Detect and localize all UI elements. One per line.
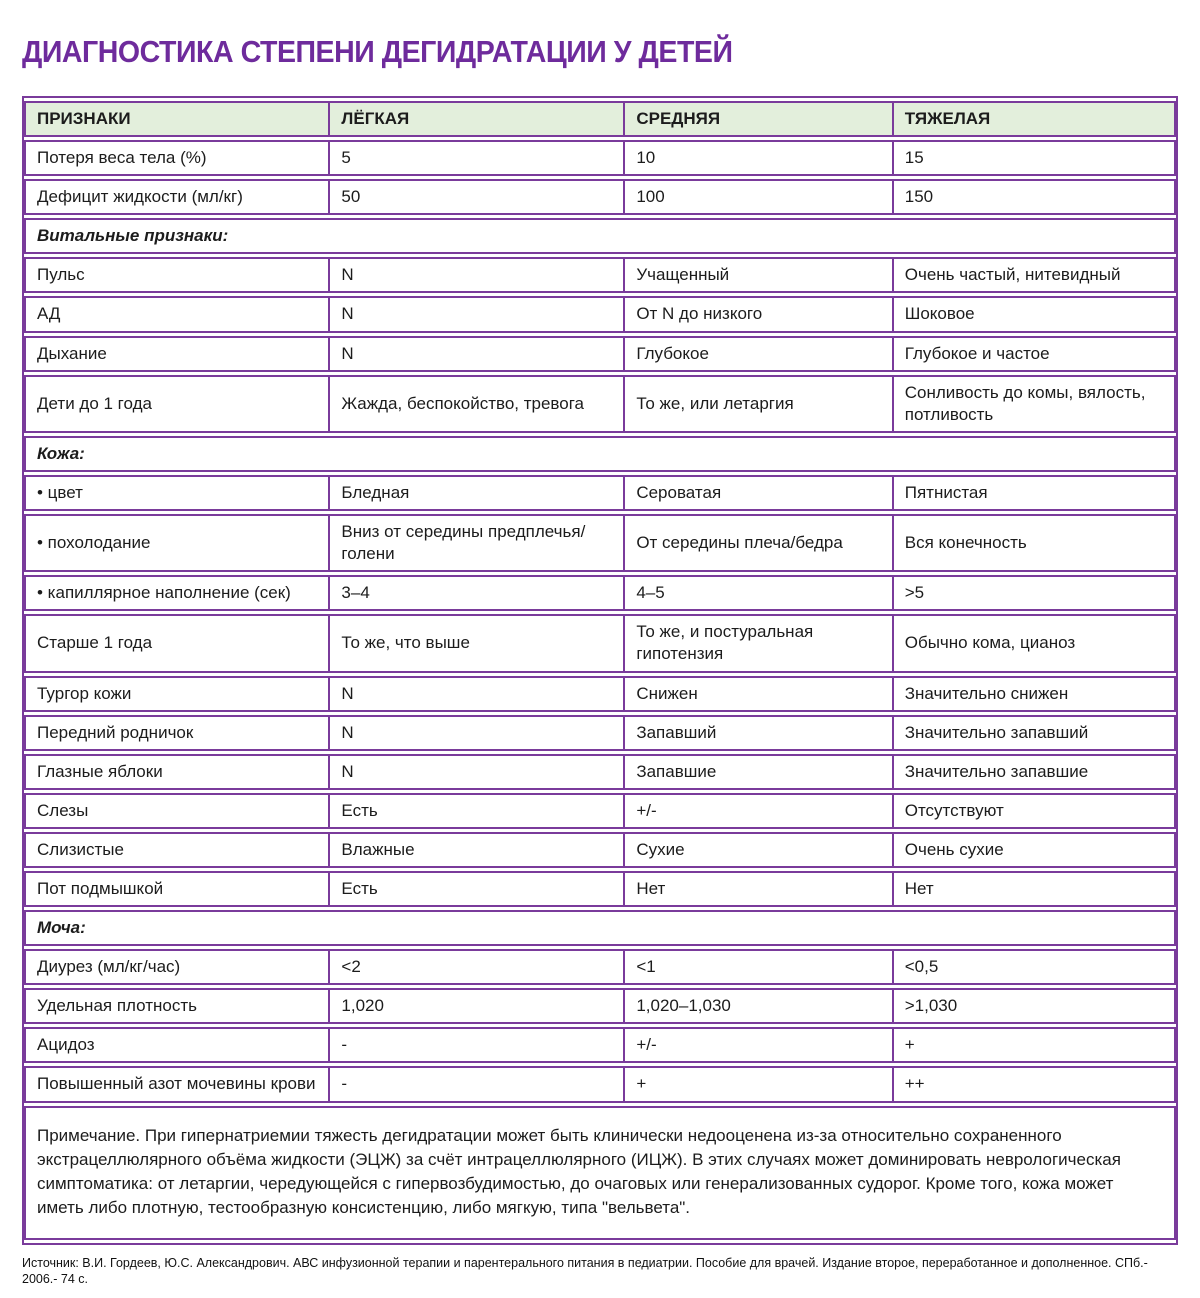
page-title: ДИАГНОСТИКА СТЕПЕНИ ДЕГИДРАТАЦИИ У ДЕТЕЙ	[22, 34, 733, 69]
cell-value: Значительно снижен	[894, 676, 1176, 712]
cell-value: Жажда, беспокойство, тревога	[330, 375, 625, 433]
cell-value: Отсутствуют	[894, 793, 1176, 829]
cell-value: Нет	[625, 871, 893, 907]
row-label: Дети до 1 года	[24, 375, 330, 433]
cell-value: Обычно кома, цианоз	[894, 614, 1176, 672]
row-label: Глазные яблоки	[24, 754, 330, 790]
table-row	[24, 514, 1176, 572]
row-label: Слизистые	[24, 832, 330, 868]
table-row	[24, 179, 1176, 215]
table-row	[24, 296, 1176, 332]
table-row	[24, 988, 1176, 1024]
table-row	[24, 375, 1176, 433]
row-label: Повышенный азот мочевины крови	[24, 1066, 330, 1102]
table-row	[24, 257, 1176, 293]
row-label: Тургор кожи	[24, 676, 330, 712]
row-label: АД	[24, 296, 330, 332]
cell-value: 150	[894, 179, 1176, 215]
cell-value: -	[330, 1066, 625, 1102]
section-label: Моча:	[24, 910, 1176, 946]
cell-value: Снижен	[625, 676, 893, 712]
section-row	[24, 436, 1176, 472]
cell-value: То же, что выше	[330, 614, 625, 672]
cell-value: Сонливость до комы, вялость, потливость	[894, 375, 1176, 433]
table-row	[24, 140, 1176, 176]
cell-value: +	[894, 1027, 1176, 1063]
column-header-4: ТЯЖЕЛАЯ	[894, 101, 1176, 137]
cell-value: >5	[894, 575, 1176, 611]
cell-value: Учащенный	[625, 257, 893, 293]
table-row	[24, 871, 1176, 907]
table-row	[24, 754, 1176, 790]
cell-value: N	[330, 296, 625, 332]
table-row	[24, 832, 1176, 868]
cell-value: +	[625, 1066, 893, 1102]
cell-value: ++	[894, 1066, 1176, 1102]
column-header-1: ПРИЗНАКИ	[24, 101, 330, 137]
cell-value: 100	[625, 179, 893, 215]
cell-value: Сухие	[625, 832, 893, 868]
cell-value: +/-	[625, 793, 893, 829]
cell-value: <2	[330, 949, 625, 985]
dehydration-diagnosis-table	[22, 96, 1178, 1245]
row-label: Потеря веса тела (%)	[24, 140, 330, 176]
cell-value: N	[330, 754, 625, 790]
table-row	[24, 336, 1176, 372]
cell-value: Шоковое	[894, 296, 1176, 332]
row-label: Старше 1 года	[24, 614, 330, 672]
note-row	[24, 1106, 1176, 1241]
note-cell: Примечание. При гипернатриемии тяжесть дегидратации может быть клинически недооценена из-за относительно сохраненного экстрацеллюлярного объёма жидкости (ЭЦЖ) за счёт интрацеллюлярного (ИЦЖ). В этих случаях может доминировать неврологическая симптоматика: от летаргии, чередующейся с гипервозбудимостью, до очаговых или генерализованных судорог. Кроме того, кожа может иметь либо плотную, тестообразную консистенцию, либо мягкую, типа "вельвета".	[24, 1106, 1176, 1241]
cell-value: N	[330, 715, 625, 751]
cell-value: Значительно запавшие	[894, 754, 1176, 790]
section-label: Кожа:	[24, 436, 1176, 472]
table-row	[24, 949, 1176, 985]
cell-value: Есть	[330, 871, 625, 907]
cell-value: 5	[330, 140, 625, 176]
row-label: Пот подмышкой	[24, 871, 330, 907]
cell-value: Значительно запавший	[894, 715, 1176, 751]
cell-value: 10	[625, 140, 893, 176]
row-label: Передний родничок	[24, 715, 330, 751]
section-row	[24, 910, 1176, 946]
row-label: • капиллярное наполнение (сек)	[24, 575, 330, 611]
cell-value: Бледная	[330, 475, 625, 511]
cell-value: <1	[625, 949, 893, 985]
table-row	[24, 614, 1176, 672]
section-row	[24, 218, 1176, 254]
cell-value: +/-	[625, 1027, 893, 1063]
cell-value: 15	[894, 140, 1176, 176]
cell-value: Сероватая	[625, 475, 893, 511]
cell-value: Пятнистая	[894, 475, 1176, 511]
cell-value: Глубокое и частое	[894, 336, 1176, 372]
table-row	[24, 1027, 1176, 1063]
row-label: Удельная плотность	[24, 988, 330, 1024]
cell-value: Есть	[330, 793, 625, 829]
cell-value: То же, или летаргия	[625, 375, 893, 433]
cell-value: Вся конечность	[894, 514, 1176, 572]
row-label: Ацидоз	[24, 1027, 330, 1063]
column-header-2: ЛЁГКАЯ	[330, 101, 625, 137]
cell-value: >1,030	[894, 988, 1176, 1024]
cell-value: N	[330, 257, 625, 293]
row-label: Дыхание	[24, 336, 330, 372]
cell-value: Влажные	[330, 832, 625, 868]
cell-value: 4–5	[625, 575, 893, 611]
table-row	[24, 1066, 1176, 1102]
row-label: • цвет	[24, 475, 330, 511]
cell-value: От середины плеча/бедра	[625, 514, 893, 572]
cell-value: Глубокое	[625, 336, 893, 372]
row-label: • похолодание	[24, 514, 330, 572]
cell-value: 1,020	[330, 988, 625, 1024]
source-citation: Источник: В.И. Гордеев, Ю.С. Александрович. АВС инфузионной терапии и парентерального питания в педиатрии. Пособие для врачей. Издание второе, переработанное и дополненное. СПб.- 2006.- 74 с.	[22, 1256, 1148, 1287]
row-label: Слезы	[24, 793, 330, 829]
cell-value: Очень частый, нитевидный	[894, 257, 1176, 293]
row-label: Пульс	[24, 257, 330, 293]
cell-value: 3–4	[330, 575, 625, 611]
cell-value: -	[330, 1027, 625, 1063]
table-header-row	[24, 101, 1176, 137]
section-label: Витальные признаки:	[24, 218, 1176, 254]
table-row	[24, 475, 1176, 511]
cell-value: 1,020–1,030	[625, 988, 893, 1024]
cell-value: N	[330, 676, 625, 712]
table-row	[24, 715, 1176, 751]
column-header-3: СРЕДНЯЯ	[625, 101, 893, 137]
row-label: Диурез (мл/кг/час)	[24, 949, 330, 985]
cell-value: Запавший	[625, 715, 893, 751]
cell-value: Нет	[894, 871, 1176, 907]
cell-value: <0,5	[894, 949, 1176, 985]
table-row	[24, 575, 1176, 611]
table-row	[24, 676, 1176, 712]
cell-value: Вниз от середины предплечья/голени	[330, 514, 625, 572]
cell-value: Запавшие	[625, 754, 893, 790]
cell-value: То же, и постуральная гипотензия	[625, 614, 893, 672]
cell-value: Очень сухие	[894, 832, 1176, 868]
table-row	[24, 793, 1176, 829]
cell-value: От N до низкого	[625, 296, 893, 332]
cell-value: 50	[330, 179, 625, 215]
cell-value: N	[330, 336, 625, 372]
row-label: Дефицит жидкости (мл/кг)	[24, 179, 330, 215]
